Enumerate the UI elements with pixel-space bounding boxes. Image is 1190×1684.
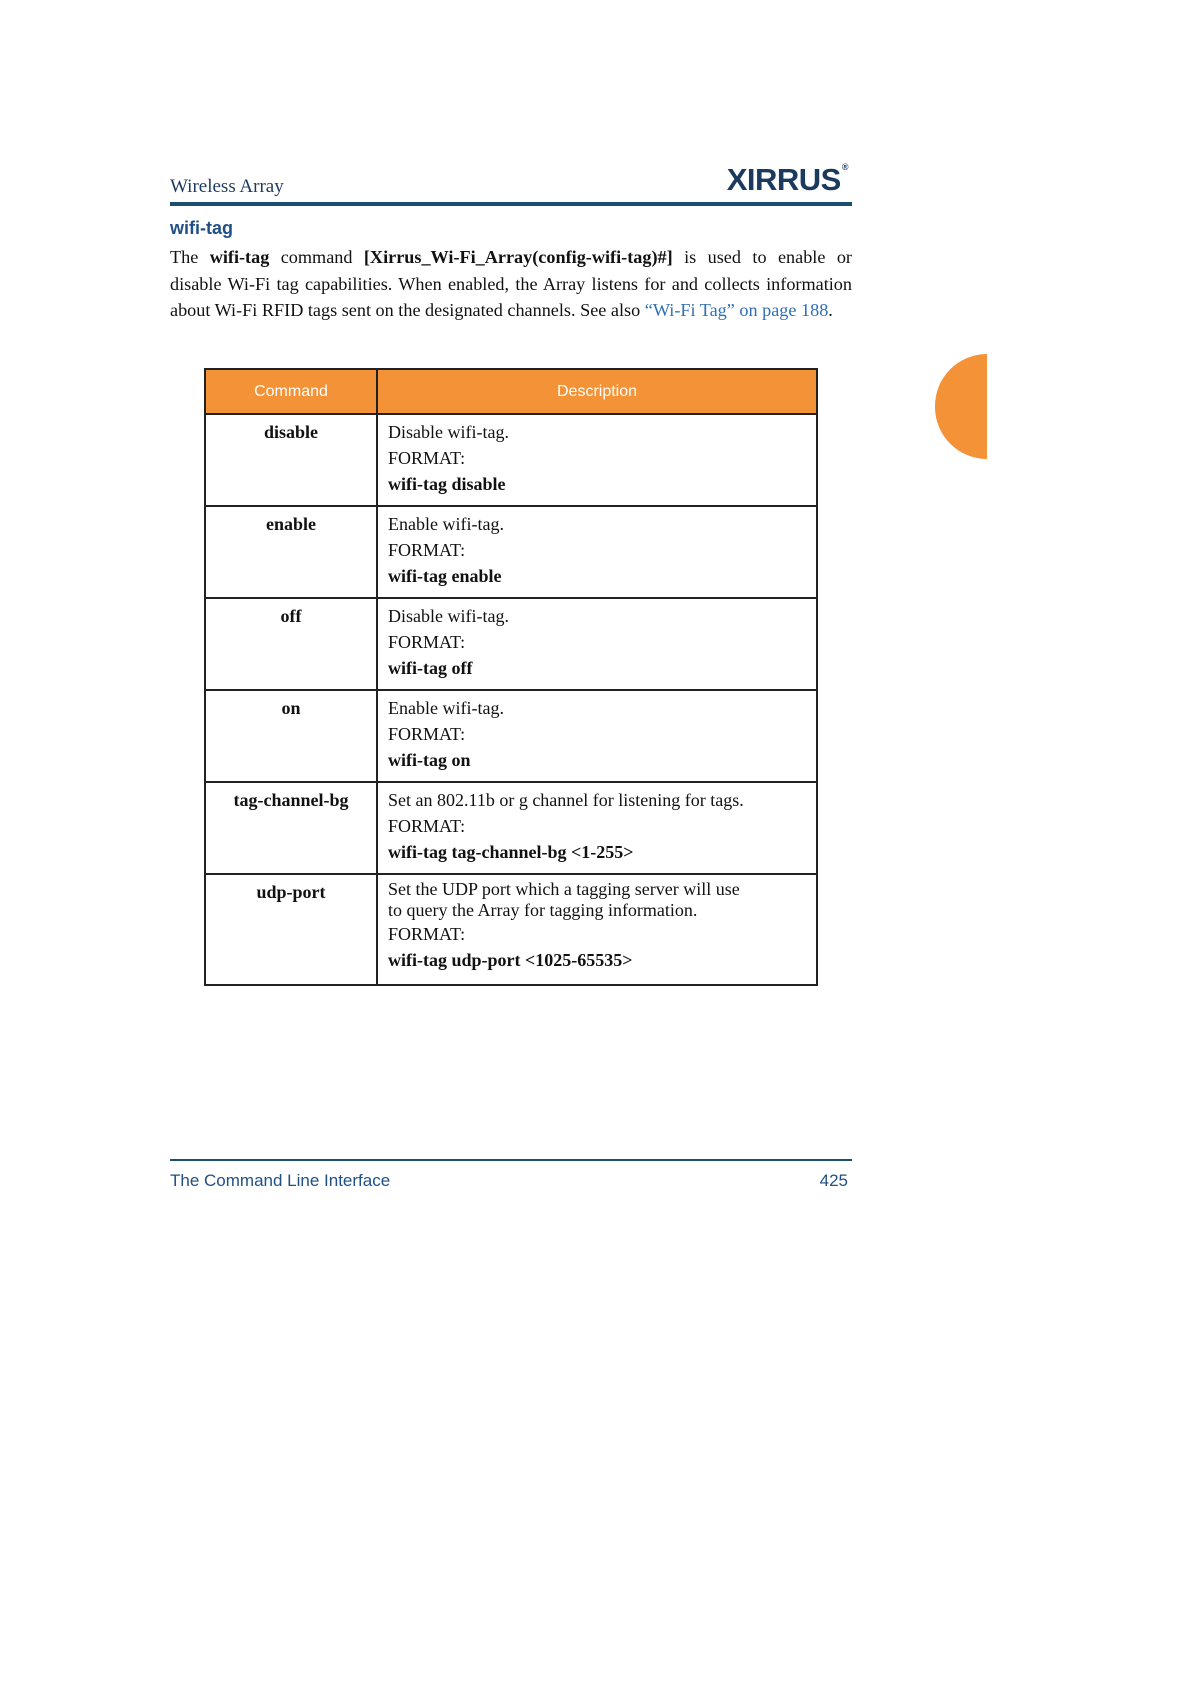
running-head: Wireless Array: [170, 176, 284, 197]
format-label: FORMAT:: [388, 924, 466, 944]
format-label: FORMAT:: [388, 632, 466, 652]
table-row: [205, 506, 817, 598]
format-syntax: wifi-tag tag-channel-bg <1-255>: [388, 842, 634, 862]
xirrus-logo: [727, 162, 848, 198]
command-cell: on: [205, 690, 377, 782]
command-cell: off: [205, 598, 377, 690]
format-syntax: wifi-tag udp-port <1025-65535>: [388, 950, 633, 970]
description-line: Enable wifi-tag.: [388, 698, 504, 718]
footer-rule: [170, 1159, 852, 1161]
description-line: to query the Array for tagging information.: [388, 900, 698, 920]
page-header: [170, 160, 852, 206]
page-number: 425: [819, 1171, 848, 1190]
command-cell: tag-channel-bg: [205, 782, 377, 874]
header-rule: [170, 202, 852, 206]
command-table: [204, 368, 818, 986]
table-row: [205, 414, 817, 506]
command-cell: enable: [205, 506, 377, 598]
intro-paragraph: [170, 244, 852, 324]
registered-mark: ®: [841, 162, 848, 172]
description-line: Set the UDP port which a tagging server will use: [388, 879, 740, 899]
description-line: Set an 802.11b or g channel for listening for tags.: [388, 790, 744, 810]
intro-text-1: The: [170, 247, 210, 267]
format-label: FORMAT:: [388, 540, 466, 560]
format-syntax: wifi-tag on: [388, 750, 471, 770]
cross-reference-link[interactable]: “Wi-Fi Tag” on page 188: [644, 300, 829, 320]
format-label: FORMAT:: [388, 724, 466, 744]
description-cell: [377, 782, 817, 874]
logo-text: XIRRUS: [726, 162, 841, 197]
format-syntax: wifi-tag enable: [388, 566, 502, 586]
chapter-side-tab: [935, 354, 987, 459]
format-syntax: wifi-tag disable: [388, 474, 506, 494]
description-line: Enable wifi-tag.: [388, 514, 504, 534]
footer-chapter-title: The Command Line Interface: [170, 1171, 391, 1190]
command-cell: udp-port: [205, 874, 377, 985]
description-cell: [377, 506, 817, 598]
format-label: FORMAT:: [388, 448, 466, 468]
table-row: [205, 782, 817, 874]
intro-text-3: is used to enable or disable Wi-Fi tag capabilities. When enabled, the Array listens for and collects information about Wi-Fi RFID tags sent on the designated channels. See also: [170, 247, 852, 320]
table-row: [205, 690, 817, 782]
intro-text-2: command: [269, 247, 364, 267]
section-title: wifi-tag: [170, 218, 233, 238]
page-footer: [170, 1159, 852, 1195]
description-line: Disable wifi-tag.: [388, 606, 509, 626]
column-header-description: Description: [377, 369, 817, 414]
column-header-command: Command: [205, 369, 377, 414]
intro-command-name: wifi-tag: [209, 247, 270, 267]
format-syntax: wifi-tag off: [388, 658, 473, 678]
description-cell: [377, 690, 817, 782]
table-row: [205, 874, 817, 985]
description-cell: [377, 598, 817, 690]
description-cell: [377, 414, 817, 506]
format-label: FORMAT:: [388, 816, 466, 836]
intro-prompt: [Xirrus_Wi-Fi_Array(config-wifi-tag)#]: [363, 247, 673, 267]
description-cell: [377, 874, 817, 985]
command-cell: disable: [205, 414, 377, 506]
table-row: [205, 598, 817, 690]
description-line: Disable wifi-tag.: [388, 422, 509, 442]
table-header-row: [205, 369, 817, 414]
intro-text-4: .: [828, 300, 833, 320]
